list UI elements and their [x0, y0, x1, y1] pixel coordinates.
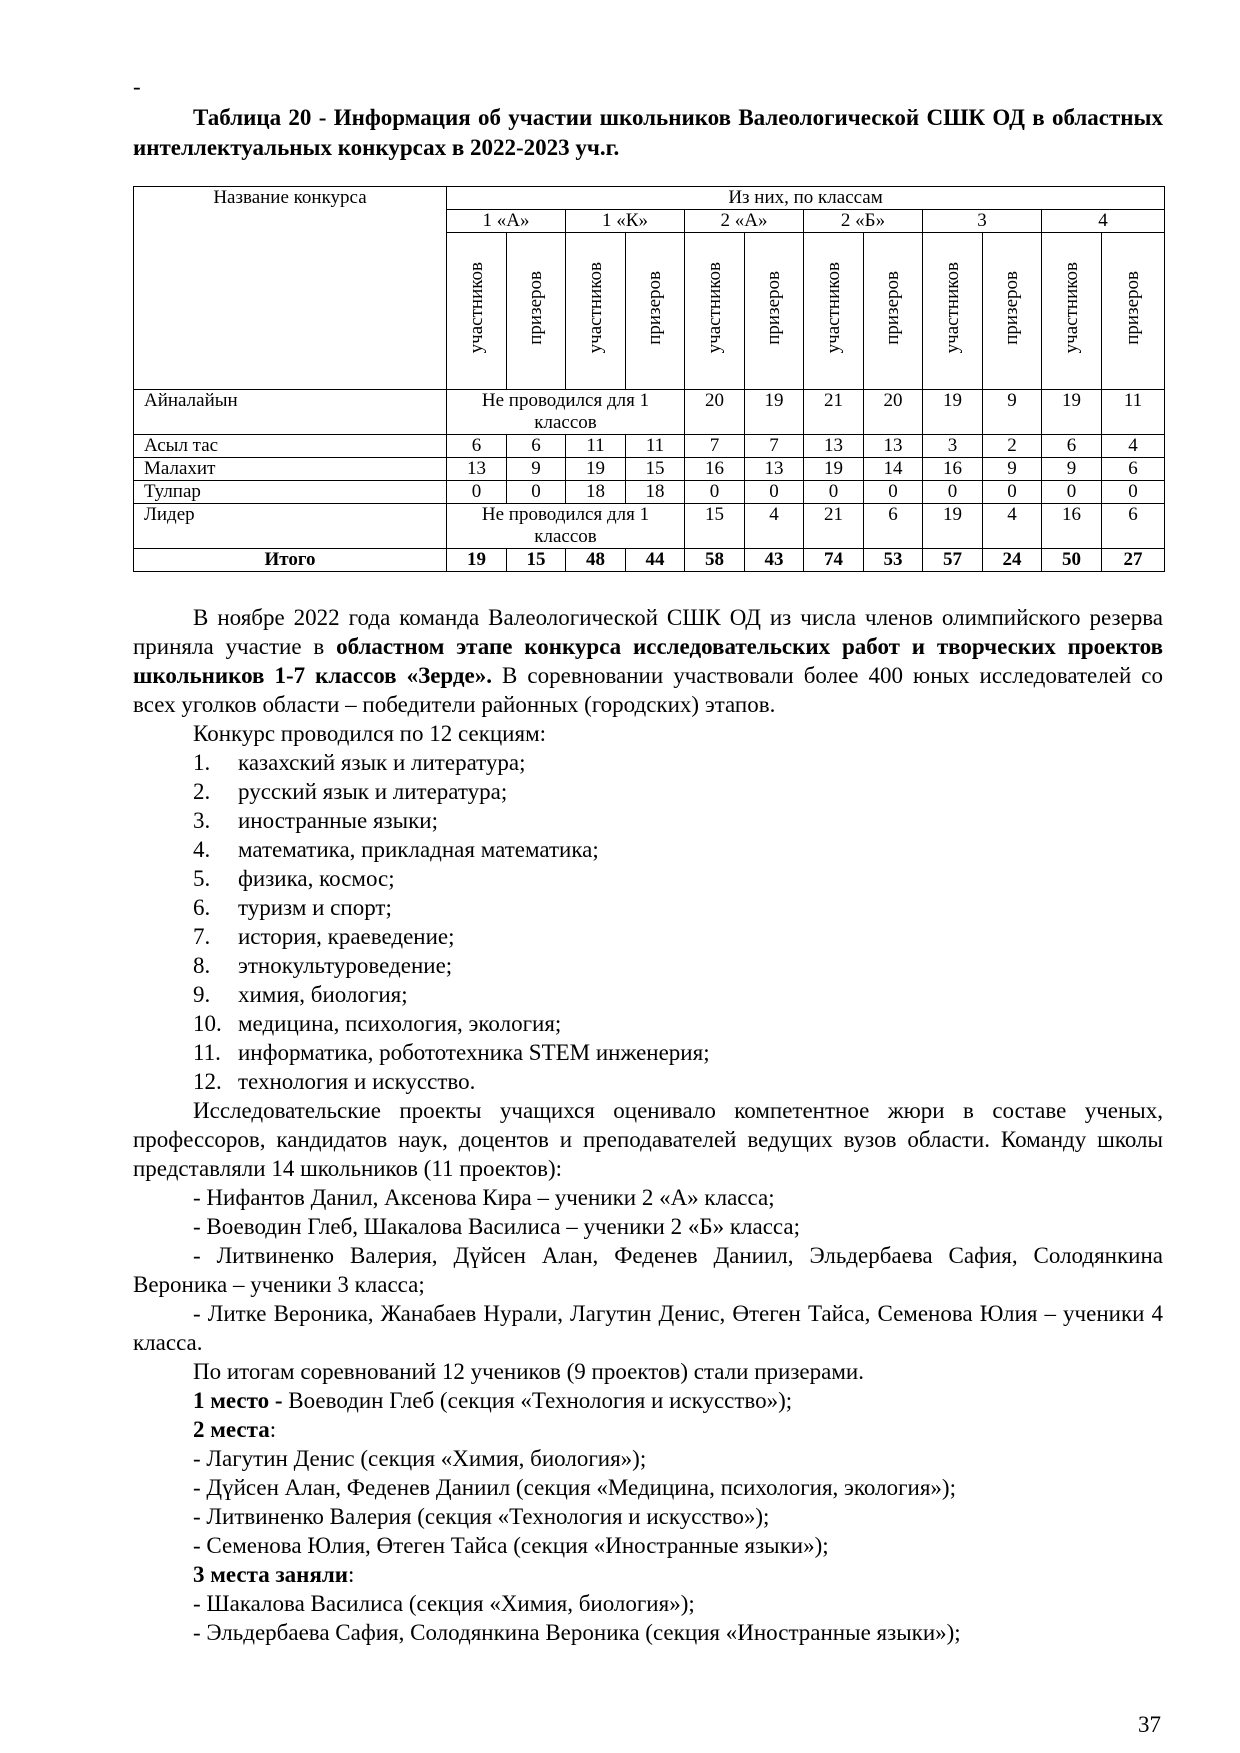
table-cell: 19: [1042, 390, 1102, 435]
list-item-number: 2.: [193, 779, 211, 804]
place1-text: Воеводин Глеб (секция «Технология и искусство»);: [282, 1388, 793, 1413]
team-list: [133, 1183, 1163, 1357]
place3-item: - Эльдербаева Сафия, Солодянкина Вероника (секция «Иностранные языки»);: [193, 1620, 961, 1645]
list-item-number: 10.: [193, 1011, 222, 1036]
header-by-class-text: Из них, по классам: [728, 187, 883, 208]
prizewinners-label: призеров: [1122, 271, 1144, 345]
participants-label: участников: [465, 262, 487, 354]
table-cell: 7: [685, 435, 745, 458]
header-contest-name: [134, 187, 447, 390]
list-item-text: туризм и спорт;: [238, 895, 392, 920]
table-cell: 6: [1102, 504, 1165, 549]
table-cell: 0: [685, 481, 745, 504]
table-cell: 0: [1042, 481, 1102, 504]
table-row: [134, 458, 1165, 481]
class-header: 1 «К»: [566, 210, 685, 233]
table-cell: 2: [983, 435, 1042, 458]
table-cell: 9: [983, 458, 1042, 481]
table-cell: 0: [804, 481, 864, 504]
leading-dash: -: [133, 74, 141, 99]
list-item-number: 3.: [193, 808, 211, 833]
total-cell: 74: [804, 549, 864, 572]
participants-label: участников: [703, 262, 725, 354]
table-cell: 13: [804, 435, 864, 458]
contest-name: Тулпар: [134, 481, 447, 504]
total-cell: 43: [745, 549, 804, 572]
table-cell: 13: [447, 458, 507, 481]
table-cell: 13: [745, 458, 804, 481]
total-cell: 15: [507, 549, 566, 572]
list-item-number: 6.: [193, 895, 211, 920]
subheader-cell: [745, 233, 804, 390]
place2-item: - Семенова Юлия, Өтеген Тайса (секция «Иностранные языки»);: [193, 1533, 829, 1558]
table-cell: 9: [1042, 458, 1102, 481]
place3-list: [133, 1589, 1163, 1647]
table-cell: 21: [804, 504, 864, 549]
sections-list: [133, 748, 1163, 1096]
table-cell: 19: [923, 504, 983, 549]
table-cell: 16: [1042, 504, 1102, 549]
subheader-cell: [983, 233, 1042, 390]
list-item: [193, 1038, 1163, 1067]
total-cell: 27: [1102, 549, 1165, 572]
list-item: [193, 951, 1163, 980]
team-item: - Нифантов Данил, Аксенова Кира – ученики 2 «А» класса;: [193, 1185, 775, 1210]
total-cell: 48: [566, 549, 626, 572]
total-cell: 19: [447, 549, 507, 572]
list-item-text: химия, биология;: [238, 982, 408, 1007]
table-cell: 13: [864, 435, 923, 458]
page-number: 37: [1138, 1712, 1161, 1737]
list-item-number: 9.: [193, 982, 211, 1007]
list-item: [193, 1067, 1163, 1096]
table-cell: 6: [1042, 435, 1102, 458]
table-cell: 6: [1102, 458, 1165, 481]
class-header: 3: [923, 210, 1042, 233]
table-cell: 0: [923, 481, 983, 504]
list-item: [193, 748, 1163, 777]
table-cell: 0: [447, 481, 507, 504]
table-cell: 14: [864, 458, 923, 481]
table-cell: 7: [745, 435, 804, 458]
prizewinners-label: призеров: [882, 271, 903, 345]
subheader-cell: [923, 233, 983, 390]
list-item-text: русский язык и литература;: [238, 779, 508, 804]
participants-label: участников: [1060, 262, 1082, 354]
list-item-text: этнокультуроведение;: [238, 953, 453, 978]
list-item: [193, 835, 1163, 864]
table-row: [134, 481, 1165, 504]
list-item: [193, 864, 1163, 893]
subheader-cell: [1102, 233, 1165, 390]
place3-heading: [133, 1560, 1163, 1589]
table-cell: 20: [685, 390, 745, 435]
table-cell: 21: [804, 390, 864, 435]
table-cell: 11: [1102, 390, 1165, 435]
total-cell: 58: [685, 549, 745, 572]
list-item-number: 11.: [193, 1040, 221, 1065]
list-item: [193, 893, 1163, 922]
list-item-text: история, краеведение;: [238, 924, 455, 949]
contest-name: Асыл тас: [134, 435, 447, 458]
list-item-number: 1.: [193, 750, 211, 775]
list-item-text: иностранные языки;: [238, 808, 438, 833]
list-item-text: информатика, робототехника STEM инженерия;: [238, 1040, 710, 1065]
subheader-cell: [685, 233, 745, 390]
table-row: [134, 390, 1165, 435]
table-cell: 15: [626, 458, 685, 481]
table-cell: 0: [745, 481, 804, 504]
table-cell: 3: [923, 435, 983, 458]
total-row: [134, 549, 1165, 572]
prizewinners-label: призеров: [1001, 271, 1022, 345]
table-cell: 16: [923, 458, 983, 481]
place3-label: 3 места заняли: [193, 1562, 349, 1587]
paragraph-results: По итогам соревнований 12 учеников (9 проектов) стали призерами.: [193, 1359, 864, 1384]
table-cell: 11: [566, 435, 626, 458]
place2-list: [133, 1444, 1163, 1560]
contest-name: Айналайын: [134, 390, 447, 435]
table-cell: 11: [626, 435, 685, 458]
body-text: [133, 603, 1163, 1647]
participants-label: участников: [584, 262, 606, 354]
contest-name: Лидер: [134, 504, 447, 549]
prizewinners-label: призеров: [525, 271, 546, 345]
table-cell: 20: [864, 390, 923, 435]
list-item-text: математика, прикладная математика;: [238, 837, 599, 862]
table-cell: 4: [983, 504, 1042, 549]
list-item-text: казахский язык и литература;: [238, 750, 526, 775]
paragraph-zerde-part2: В соревновании участвовали более 400 юных исследователей со всех уголков области – победители районных (городских) этапов.: [133, 663, 1163, 717]
table-caption-text: Таблица 20 - Информация об участии школьников Валеологической СШК ОД в областных интеллектуальных конкурсах в 2022-2023 уч.г.: [133, 105, 1163, 160]
table-cell: 19: [923, 390, 983, 435]
place2-label: 2 места: [193, 1417, 270, 1442]
contest-table: [133, 186, 1165, 572]
table-cell: 6: [447, 435, 507, 458]
class-header: 2 «Б»: [804, 210, 923, 233]
list-item-number: 7.: [193, 924, 211, 949]
participants-label: участников: [822, 262, 844, 354]
class-header: 4: [1042, 210, 1165, 233]
table-cell: 18: [566, 481, 626, 504]
total-cell: 53: [864, 549, 923, 572]
list-item-text: медицина, психология, экология;: [238, 1011, 562, 1036]
list-item-text: технология и искусство.: [238, 1069, 476, 1094]
team-item: - Литке Вероника, Жанабаев Нурали, Лагутин Денис, Өтеген Тайса, Семенова Юлия – ученики 4 класса.: [133, 1301, 1163, 1355]
total-cell: 24: [983, 549, 1042, 572]
total-cell: 50: [1042, 549, 1102, 572]
list-item-text: физика, космос;: [238, 866, 395, 891]
table-cell: 15: [685, 504, 745, 549]
table-cell: 0: [1102, 481, 1165, 504]
place2-item: - Дүйсен Алан, Феденев Даниил (секция «Медицина, психология, экология»);: [193, 1475, 956, 1500]
total-label: Итого: [134, 549, 447, 572]
list-item-number: 12.: [193, 1069, 222, 1094]
table-cell: 6: [507, 435, 566, 458]
list-item: [193, 1009, 1163, 1038]
list-item-number: 5.: [193, 866, 211, 891]
team-item: - Литвиненко Валерия, Дүйсен Алан, Феденев Даниил, Эльдербаева Сафия, Солодянкина Вероника – ученики 3 класса;: [133, 1243, 1163, 1297]
table-cell: 0: [507, 481, 566, 504]
table-cell: 6: [864, 504, 923, 549]
subheader-cell: [447, 233, 507, 390]
table-cell: 0: [864, 481, 923, 504]
table-cell: 0: [983, 481, 1042, 504]
total-cell: 57: [923, 549, 983, 572]
participants-label: участников: [941, 262, 963, 354]
place3-colon: :: [348, 1562, 355, 1587]
place2-item: - Литвиненко Валерия (секция «Технология и искусство»);: [193, 1504, 770, 1529]
subheader-cell: [626, 233, 685, 390]
list-item-number: 8.: [193, 953, 211, 978]
not-held-cell: Не проводился для 1 классов: [447, 504, 685, 549]
prizewinners-label: призеров: [763, 271, 784, 345]
not-held-cell: Не проводился для 1 классов: [447, 390, 685, 435]
place2-heading: [133, 1415, 1163, 1444]
table-row: [134, 504, 1165, 549]
table-cell: 19: [566, 458, 626, 481]
table-row: [134, 435, 1165, 458]
place3-item: - Шакалова Василиса (секция «Химия, биология»);: [193, 1591, 695, 1616]
place1-line: [133, 1386, 1163, 1415]
class-header: 2 «А»: [685, 210, 804, 233]
list-item-number: 4.: [193, 837, 211, 862]
table-cell: 9: [507, 458, 566, 481]
subheader-cell: [507, 233, 566, 390]
list-item: [193, 777, 1163, 806]
list-item: [193, 980, 1163, 1009]
place1-label: 1 место -: [193, 1388, 283, 1413]
subheader-cell: [864, 233, 923, 390]
table-cell: 4: [1102, 435, 1165, 458]
subheader-cell: [1042, 233, 1102, 390]
header-by-class: [447, 187, 1165, 210]
subheader-cell: [804, 233, 864, 390]
list-item: [193, 922, 1163, 951]
table-cell: 19: [745, 390, 804, 435]
paragraph-zerde: [133, 603, 1163, 719]
total-cell: 44: [626, 549, 685, 572]
class-header: 1 «А»: [447, 210, 566, 233]
paragraph-jury: Исследовательские проекты учащихся оценивало компетентное жюри в составе ученых, профессоров, кандидатов наук, доцентов и преподавателей ведущих вузов области. Команду школы представляли 14 школьников (11 проектов):: [133, 1098, 1163, 1181]
table-cell: 16: [685, 458, 745, 481]
table-cell: 9: [983, 390, 1042, 435]
place2-item: - Лагутин Денис (секция «Химия, биология»);: [193, 1446, 647, 1471]
table-cell: 19: [804, 458, 864, 481]
table-cell: 4: [745, 504, 804, 549]
paragraph-zerde-bold: областном этапе конкурса исследовательских работ и творческих проектов школьников 1-7 классов «Зерде».: [133, 634, 1163, 688]
subheader-cell: [566, 233, 626, 390]
prizewinners-label: призеров: [644, 271, 665, 345]
header-contest-name-text: Название конкурса: [213, 187, 367, 208]
table-caption: [133, 103, 1163, 163]
contest-name: Малахит: [134, 458, 447, 481]
paragraph-zerde-part1: В ноябре 2022 года команда Валеологической СШК ОД из числа членов олимпийского резерва приняла участие в: [133, 605, 1163, 659]
list-item: [193, 806, 1163, 835]
table-cell: 18: [626, 481, 685, 504]
team-item: - Воеводин Глеб, Шакалова Василиса – ученики 2 «Б» класса;: [193, 1214, 800, 1239]
place2-colon: :: [269, 1417, 277, 1442]
paragraph-sections-intro: Конкурс проводился по 12 секциям:: [193, 721, 547, 746]
